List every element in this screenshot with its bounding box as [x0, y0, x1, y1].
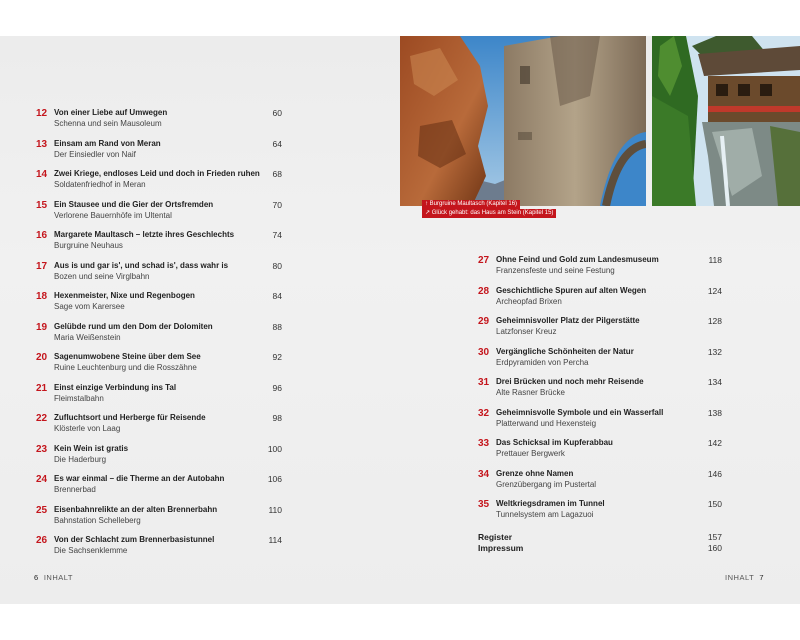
- folio-left: [34, 573, 73, 582]
- toc-entry[interactable]: [478, 255, 722, 286]
- chapter-number: 13: [36, 138, 48, 150]
- toc-entry[interactable]: [478, 347, 722, 378]
- chapter-number: 17: [36, 260, 48, 272]
- chapter-number: 29: [478, 316, 490, 327]
- page-number: 132: [707, 346, 722, 357]
- toc-entry[interactable]: [36, 444, 282, 475]
- chapter-title: Eisenbahnrelikte an der alten Brennerbahn: [54, 504, 218, 514]
- chapter-subtitle: Sage vom Karersee: [54, 302, 125, 311]
- chapter-subtitle: Archeopfad Brixen: [496, 296, 562, 306]
- chapter-subtitle: Fleimstalbahn: [54, 393, 104, 403]
- toc-extras: [478, 532, 722, 554]
- chapter-subtitle: Platterwand und Hexensteig: [496, 418, 597, 428]
- toc-entry[interactable]: [478, 377, 722, 408]
- chapter-subtitle: Burgruine Neuhaus: [54, 241, 123, 250]
- chapter-number: 24: [36, 474, 48, 485]
- chapter-subtitle: Maria Weißenstein: [54, 332, 121, 342]
- page-number: 114: [268, 535, 282, 545]
- folio-label: INHALT: [43, 573, 73, 582]
- page-number: 70: [272, 199, 282, 210]
- page-number: 150: [707, 499, 722, 509]
- chapter-title: Von der Schlacht zum Brennerbasistunnel: [54, 535, 215, 544]
- extra-label: Register: [478, 532, 513, 542]
- toc-entry[interactable]: [36, 383, 282, 414]
- chapter-title: Gelübde rund um den Dom der Dolomiten: [54, 321, 213, 331]
- folio-label: INHALT: [725, 573, 755, 582]
- page-number: 157: [707, 532, 722, 542]
- chapter-title: Das Schicksal im Kupferabbau: [496, 438, 613, 447]
- page-number: 106: [267, 474, 282, 484]
- chapter-title: Zwei Kriege, endloses Leid und doch in Frieden ruhen: [54, 169, 260, 178]
- chapter-title: Es war einmal – die Therme an der Autobahn: [54, 474, 225, 483]
- extra-label: Impressum: [478, 543, 524, 553]
- chapter-subtitle: Grenzübergang im Pustertal: [496, 479, 597, 489]
- right-page: [400, 36, 800, 604]
- folio-page-number: 6: [34, 573, 39, 582]
- chapter-number: 21: [36, 382, 48, 394]
- photo-caption: ↗ Glück gehabt: das Haus am Stein (Kapitel 15): [422, 209, 556, 218]
- chapter-subtitle: Soldatenfriedhof in Meran: [54, 180, 146, 189]
- toc-entry[interactable]: [478, 316, 722, 347]
- chapter-number: 12: [36, 108, 48, 119]
- page-number: 98: [272, 413, 282, 423]
- page-number: 92: [272, 352, 282, 362]
- chapter-title: Hexenmeister, Nixe und Regenbogen: [54, 291, 195, 300]
- chapter-subtitle: Der Einsiedler von Naif: [54, 149, 136, 159]
- chapter-number: 25: [36, 504, 48, 516]
- chapter-number: 15: [36, 199, 48, 211]
- chapter-number: 14: [36, 169, 48, 180]
- chapter-number: 28: [478, 285, 490, 297]
- page-number: 118: [708, 255, 722, 265]
- folio-page-number: 7: [759, 573, 764, 582]
- chapter-number: 34: [478, 468, 490, 480]
- chapter-title: Ein Stausee und die Gier der Ortsfremden: [54, 199, 214, 209]
- page-number: 142: [707, 438, 722, 448]
- chapter-subtitle: Erdpyramiden von Percha: [496, 357, 589, 367]
- photo-house-on-rock: [652, 36, 800, 206]
- chapter-number: 26: [36, 535, 48, 546]
- chapter-title: Einst einzige Verbindung ins Tal: [54, 382, 177, 392]
- page-number: 134: [707, 377, 722, 387]
- chapter-number: 18: [36, 291, 48, 302]
- chapter-subtitle: Die Sachsenklemme: [54, 546, 128, 555]
- chapter-number: 31: [478, 377, 490, 388]
- toc-entry[interactable]: [36, 230, 282, 261]
- toc-entry[interactable]: [36, 535, 282, 566]
- chapter-subtitle: Latzfonser Kreuz: [496, 327, 557, 336]
- page-number: 68: [272, 169, 282, 179]
- toc-extra-impressum[interactable]: [478, 543, 722, 554]
- chapter-subtitle: Franzensfeste und seine Festung: [496, 266, 615, 275]
- chapter-subtitle: Schenna und sein Mausoleum: [54, 119, 162, 128]
- toc-entry[interactable]: [36, 169, 282, 200]
- toc-entry[interactable]: [36, 474, 282, 505]
- chapter-number: 23: [36, 443, 48, 455]
- page-number: 74: [272, 230, 282, 240]
- toc-extra-register[interactable]: [478, 532, 722, 543]
- page-number: 138: [707, 407, 722, 418]
- left-page: [0, 36, 400, 604]
- chapter-title: Grenze ohne Namen: [496, 468, 574, 478]
- chapter-subtitle: Ruine Leuchtenburg und die Rosszähne: [54, 363, 197, 372]
- chapter-subtitle: Alte Rasner Brücke: [496, 388, 565, 397]
- chapter-title: Geheimnisvoller Platz der Pilgerstätte: [496, 316, 640, 325]
- toc-entry[interactable]: [36, 505, 282, 536]
- toc-entry[interactable]: [478, 499, 722, 530]
- chapter-title: Von einer Liebe auf Umwegen: [54, 108, 168, 117]
- chapter-title: Sagenumwobene Steine über dem See: [54, 352, 201, 361]
- chapter-title: Weltkriegsdramen im Tunnel: [496, 499, 605, 508]
- toc-list-left: [36, 108, 282, 566]
- chapter-subtitle: Verlorene Bauernhöfe im Ultental: [54, 210, 172, 220]
- chapter-number: 33: [478, 438, 490, 449]
- book-spread: [0, 36, 800, 604]
- toc-entry[interactable]: [36, 352, 282, 383]
- chapter-subtitle: Klösterle von Laag: [54, 424, 121, 433]
- chapter-number: 30: [478, 346, 490, 358]
- page-number: 88: [272, 321, 282, 332]
- chapter-number: 19: [36, 321, 48, 333]
- photo-castle-ruin: [400, 36, 646, 206]
- chapter-subtitle: Bozen und seine Virglbahn: [54, 271, 150, 281]
- chapter-title: Margarete Maultasch – letzte ihres Geschlechts: [54, 230, 235, 239]
- chapter-subtitle: Die Haderburg: [54, 454, 107, 464]
- toc-entry[interactable]: [478, 286, 722, 317]
- chapter-title: Vergängliche Schönheiten der Natur: [496, 346, 634, 356]
- chapter-number: 20: [36, 352, 48, 363]
- toc-entry[interactable]: [36, 322, 282, 353]
- toc-entry[interactable]: [36, 291, 282, 322]
- toc-entry[interactable]: [36, 261, 282, 292]
- chapter-title: Aus is und gar is', und schad is', dass wahr is: [54, 260, 229, 270]
- chapter-title: Geschichtliche Spuren auf alten Wegen: [496, 285, 647, 295]
- page-number: 110: [268, 504, 282, 515]
- toc-entry[interactable]: [36, 200, 282, 231]
- page-number: 84: [272, 291, 282, 301]
- chapter-title: Drei Brücken und noch mehr Reisende: [496, 377, 644, 386]
- chapter-title: Kein Wein ist gratis: [54, 443, 129, 453]
- toc-entry[interactable]: [36, 139, 282, 170]
- chapter-number: 16: [36, 230, 48, 241]
- toc-entry[interactable]: [478, 438, 722, 469]
- chapter-title: Geheimnisvolle Symbole und ein Wasserfall: [496, 407, 664, 417]
- toc-entry[interactable]: [478, 469, 722, 500]
- photo-caption: ↑ Burgruine Maultasch (Kapitel 16): [422, 200, 520, 209]
- page-number: 80: [272, 260, 282, 271]
- chapter-subtitle: Brennerbad: [54, 485, 96, 494]
- toc-entry[interactable]: [36, 413, 282, 444]
- toc-entry[interactable]: [478, 408, 722, 439]
- page-number: 160: [707, 543, 722, 553]
- chapter-number: 27: [478, 255, 490, 266]
- page-number: 146: [707, 468, 722, 479]
- chapter-subtitle: Tunnelsystem am Lagazuoi: [496, 510, 594, 519]
- chapter-number: 35: [478, 499, 490, 510]
- page-number: 96: [272, 382, 282, 393]
- page-number: 60: [272, 108, 282, 118]
- chapter-title: Einsam am Rand von Meran: [54, 138, 161, 148]
- chapter-title: Zufluchtsort und Herberge für Reisende: [54, 413, 206, 422]
- chapter-number: 32: [478, 407, 490, 419]
- page-number: 100: [267, 443, 282, 454]
- chapter-subtitle: Bahnstation Schelleberg: [54, 515, 141, 525]
- page-number: 64: [272, 138, 282, 149]
- chapter-number: 22: [36, 413, 48, 424]
- chapter-title: Ohne Feind und Gold zum Landesmuseum: [496, 255, 659, 264]
- page-number: 128: [707, 316, 722, 326]
- page-number: 124: [707, 285, 722, 296]
- chapter-subtitle: Prettauer Bergwerk: [496, 449, 565, 458]
- toc-entry[interactable]: [36, 108, 282, 139]
- folio-right: [725, 573, 764, 582]
- toc-list-right: [478, 255, 722, 530]
